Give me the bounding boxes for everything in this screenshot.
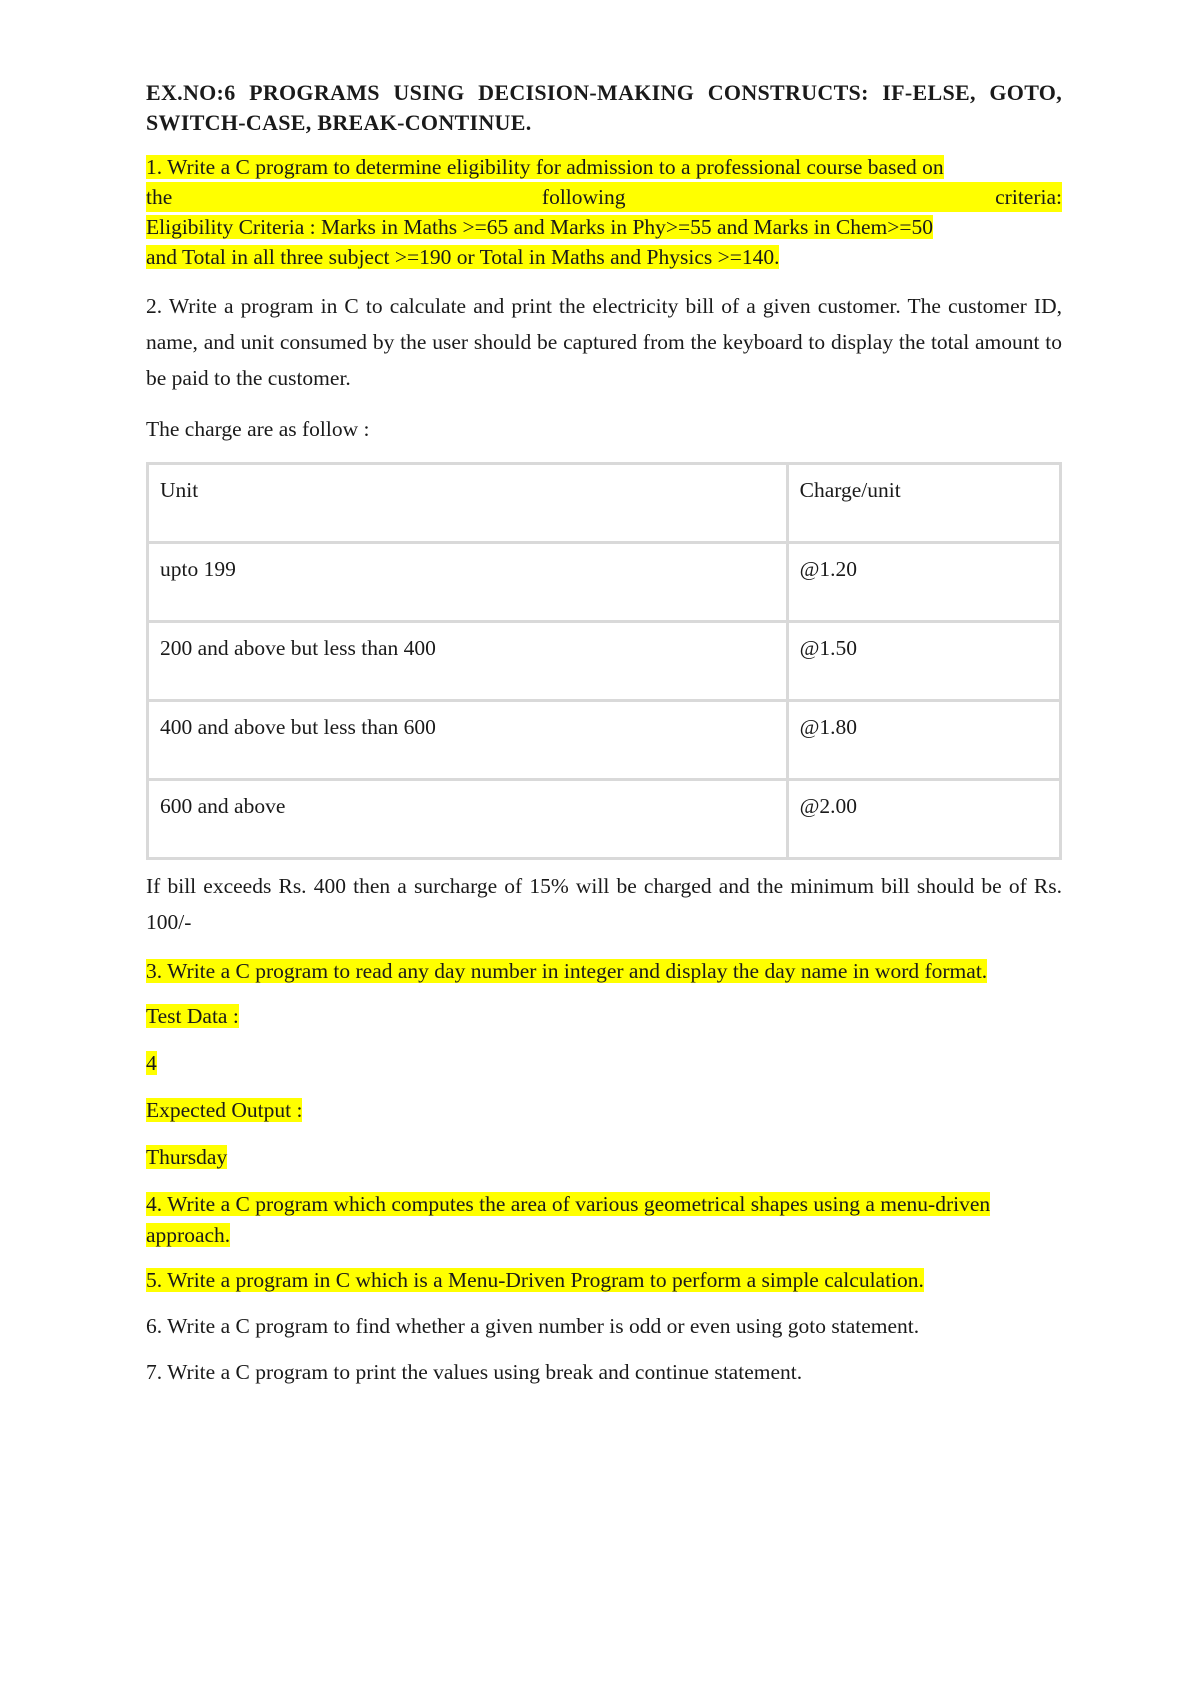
surcharge-note: If bill exceeds Rs. 400 then a surcharge of 15% will be charged and the minimum bill should be of Rs. 100/- [146,874,1062,934]
test-data-label-line [146,1001,1062,1032]
q1-word-following: following [541,185,626,209]
test-data-value-line [146,1048,1062,1079]
cell-charge: @1.80 [787,701,1060,780]
header-unit: Unit [148,464,788,543]
table-header-row [148,464,1061,543]
q1-line-3: Eligibility Criteria : Marks in Maths >=65 and Marks in Phy>=55 and Marks in Chem>=50 [146,215,933,239]
q1-word-criteria: criteria: [995,185,1062,209]
table-row [148,622,1061,701]
cell-charge: @2.00 [787,780,1060,859]
question-2: 2. Write a program in C to calculate and print the electricity bill of a given customer. The customer ID, name, and unit consumed by the user should be captured from the keyboard to display the total amount to be paid to the customer. [146,294,1062,390]
table-row [148,780,1061,859]
cell-unit: 200 and above but less than 400 [148,622,788,701]
question-1 [146,152,1062,272]
q1-line-4: and Total in all three subject >=190 or Total in Maths and Physics >=140. [146,245,780,269]
table-row [148,543,1061,622]
question-3 [146,956,1062,987]
q1-word-the: the [146,185,173,209]
q1-line-2 [146,182,1062,212]
q3-text: 3. Write a C program to read any day number in integer and display the day name in word format. [146,959,988,983]
charge-table [146,462,1062,860]
test-data-label: Test Data : [146,1004,239,1028]
table-row [148,701,1061,780]
expected-output-label: Expected Output : [146,1098,303,1122]
q1-line-1: 1. Write a C program to determine eligibility for admission to a professional course based on [146,155,944,179]
test-data-value: 4 [146,1051,157,1075]
document-page [146,78,1062,1387]
question-4 [146,1189,1062,1251]
header-charge: Charge/unit [787,464,1060,543]
question-5 [146,1265,1062,1295]
cell-unit: 600 and above [148,780,788,859]
cell-charge: @1.50 [787,622,1060,701]
cell-charge: @1.20 [787,543,1060,622]
q5-text: 5. Write a program in C which is a Menu-Driven Program to perform a simple calculation. [146,1268,924,1292]
expected-output-value-line [146,1142,1062,1173]
cell-unit: 400 and above but less than 600 [148,701,788,780]
question-6: 6. Write a C program to find whether a given number is odd or even using goto statement. [146,1314,920,1338]
expected-output-label-line [146,1095,1062,1126]
expected-output-value: Thursday [146,1145,228,1169]
question-7: 7. Write a C program to print the values using break and continue statement. [146,1360,803,1384]
charge-caption: The charge are as follow : [146,417,370,441]
cell-unit: upto 199 [148,543,788,622]
q4-text: 4. Write a C program which computes the area of various geometrical shapes using a menu-driven approach. [146,1192,991,1247]
exercise-title: EX.NO:6 PROGRAMS USING DECISION-MAKING CONSTRUCTS: IF-ELSE, GOTO, SWITCH-CASE, BREAK-CONTINUE. [146,80,1062,135]
